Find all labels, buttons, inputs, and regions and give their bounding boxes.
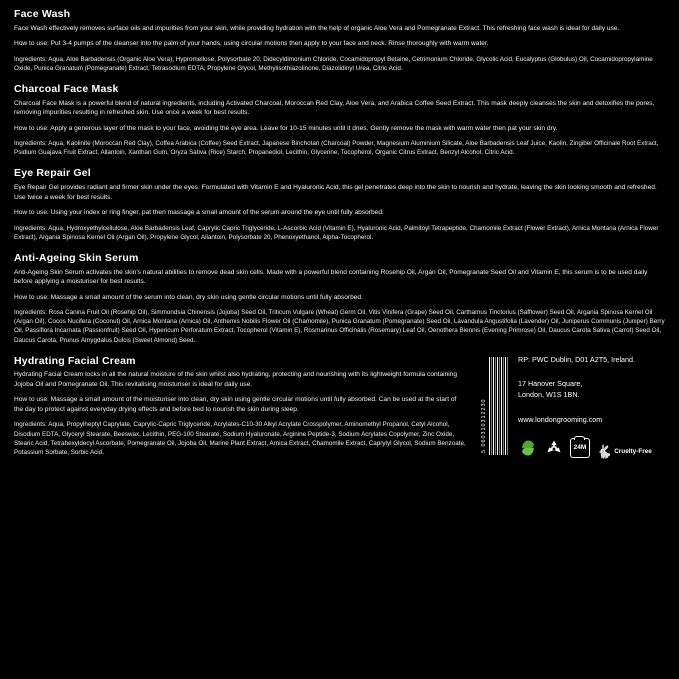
product-section-hydrating-facial-cream xyxy=(14,355,474,457)
recycle-icon xyxy=(544,438,564,458)
product-title: Eye Repair Gel xyxy=(14,167,91,180)
product-title: Charcoal Face Mask xyxy=(14,82,119,95)
product-section-charcoal-face-mask xyxy=(14,83,665,157)
product-section-face-wash xyxy=(14,8,665,73)
green-dot-icon xyxy=(518,438,538,458)
cruelty-free-label-1: Cruelty-Free xyxy=(614,447,652,455)
product-ingredients: Ingredients: Aqua, Aloe Barbadensis (Organic Aloe Vera), Hypromellose, Polysorbate 20, Didecyldimonium Chloride, Cocamidopropyl Betaine, Cetrimonium Chloride, Glycolic Acid, Eucalyptus (Globulus) Oil, Cocamidopropylamine Oxide, Punica Granatum (Pomegranate) Extract, Tetrasodium EDTA, Propylene Glycol, Methylisothiazolinone, Diazolidinyl Urea, Citric Acid. xyxy=(14,55,653,72)
product-ingredients: Ingredients: Aqua, Kaolinite (Moroccan Red Clay), Coffea Arabica (Coffee) Seed Extract, Japanese Binchotan (Charcoal) Powder, Magnesium Aluminium Silicate, Aloe Barbadensis Leaf Juice, Kaolin, Zingiber Officinale Root Extract, Psidium Guajava Fruit Extract, Allantoin, Xanthan Gum, Oryza Sativa (Rice) Starch, Propanediol, Lecithin, Glycerine, Tocopherol, Organic Citrus Extract, Benzyl Alcohol, Citric Acid. xyxy=(14,140,659,157)
product-title: Face Wash xyxy=(14,8,71,20)
address-line-1: 17 Hanover Square, xyxy=(518,379,583,389)
compliance-icon-row xyxy=(518,438,665,458)
address-line-2: London, W1S 1BN. xyxy=(518,390,580,400)
responsible-person: RP: PWC Dublin, D01 A2T5, Ireland. xyxy=(518,354,636,364)
product-how-to-use: How to use: Apply a generous layer of the mask to your face, avoiding the eye area. Leave for 10-15 minutes until it dries. Gently remove the mask with warm water then pat your skin dry. xyxy=(14,124,558,132)
product-how-to-use: How to use: Using your index or ring finger, pat then massage a small amount of the serum around the eye until fully absorbed. xyxy=(14,209,384,217)
company-info-block xyxy=(474,355,665,458)
product-ingredients: Ingredients: Rosa Canina Fruit Oil (Rosehip Oil), Simmondsia Chinensis (Jojoba) Seed Oil, Triticum Vulgare (Wheat) Germ Oil, Vitis Vinifera (Grape) Seed Oil, Carthamus Tinctorius (Safflower) Seed Oil, Argania Spinosa Kernel Oil (Argan Oil), Cocos Nucifera (Coconut) Oil, Arnica Montana (Arnica) Oil, Anthemis Nobilis Flower Oil (Chamomile), Punica Granatum (Pomegranate) Seed Oil, Lavandula Angustifolia (Lavender) Oil, Juniperus Communis (Juniper) Berry Oil, Passiflora Incarnata (Passionfruit) Seed Oil, Hypericum Perforatum Extract, Tocopherol (Vitamin E), Rosmarinus Officinalis (Rosemary) Leaf Oil, Oenothera Biennis (Evening Primrose) Oil, Daucus Carota Sativa (Carrot) Seed Oil, Daucus Carota, Prunus Amygdalus Dulcis (Sweet Almond) Seed. xyxy=(14,309,665,344)
product-ingredients: Ingredients: Aqua, Propylheptyl Caprylate, Caprylic-Capric Triglyceride, Acrylates-C10-30 Alkyl Acrylate Crosspolymer, Aminomethyl Propanol, Cetyl Alcohol, Disodium EDTA, Glyceryl Stearate, Beeswax, Lecithin, PEG-100 Stearate, Sodium Hyaluronate, Arginine Peptide-3, Sodium Acrylates Copolymer, Zinc Oxide, Stearic Acid, Tetrahexyldecyl Ascorbate, Pomegranate Oil, Jojoba Oil, Marine Plant Extract, Arnica Extract, Chamomile Extract, Caprylyl Glycol, Sodium Benzoate, Potassium Sorbate, Sorbic Acid. xyxy=(14,421,466,456)
website-url[interactable]: www.londongrooming.com xyxy=(518,415,603,425)
product-description: Hydrating Facial Cream locks in all the natural moisture of the skin whilst also hydrating, protecting and nourishing with its lightweight formula containing Jojoba Oil and Pomegranate Oil. This revitalising moisturiser is ideal for daily use. xyxy=(14,371,458,388)
product-section-anti-ageing-skin-serum xyxy=(14,252,665,345)
product-description: Face Wash effectively removes surface oils and impurities from your skin, while providing hydration with the help of organic Aloe Vera and Pomegranate Extract. This refreshing face wash is ideal for daily use. xyxy=(14,24,620,32)
product-how-to-use: How to use: Massage a small amount of the moisturiser into clean, dry skin using gentle circular motions until fully absorbed. Can be used at the start of the day to protect against everyday drying effects and before bed to nourish the skin during sleep. xyxy=(14,396,457,413)
product-description: Eye Repair Gel provides radiant and firmer skin under the eyes. Formulated with Vitamin E and Hyaluronic Acid, this gel penetrates deep into the skin to nourish and hydrate, leaving the skin looking smooth and refreshed. Use twice a week for best results. xyxy=(14,184,657,201)
barcode-number: 5 060310312230 xyxy=(481,398,487,453)
responsible-person-group xyxy=(518,355,665,366)
product-description: Anti-Ageing Skin Serum activates the skin's natural abilities to remove dead skin cells. Made with a powerful blend containing Rosehip Oil, Argan Oil, Pomegranate Seed Oil and Vitamin E, this serum is to be used daily before applying a moisturiser for best results. xyxy=(14,268,648,286)
cruelty-free-icon xyxy=(596,445,652,458)
barcode-icon xyxy=(489,357,509,455)
address-block xyxy=(510,355,665,458)
product-title: Anti-Ageing Skin Serum xyxy=(14,251,139,264)
bottom-area xyxy=(14,355,665,458)
bunny-glyph: 🐇 xyxy=(596,443,613,459)
product-title: Hydrating Facial Cream xyxy=(14,354,136,367)
company-address-group xyxy=(518,379,665,401)
period-after-opening-icon: 24M xyxy=(570,438,590,458)
product-how-to-use: How to use: Put 3-4 pumps of the cleanser into the palm of your hands, using circular motions then apply to your face and neck. Rinse thoroughly with warm water. xyxy=(14,40,489,48)
product-how-to-use: How to use: Massage a small amount of the serum into clean, dry skin using gentle circular motions until fully absorbed. xyxy=(14,293,363,301)
product-description: Charcoal Face Mask is a powerful blend of natural ingredients, including Activated Charcoal, Moroccan Red Clay, Aloe Vera, and Arabica Coffee Seed Extract. This mask deeply cleanses the skin and detoxifies the pores, removing impurities resulting in refreshed skin. Use once a week for best results. xyxy=(14,99,655,117)
product-ingredients: Ingredients: Aqua, Hydroxyethylcellulose, Aloe Barbadensis Leaf, Caprylic Capric Triglyceride, L-Ascorbic Acid (Vitamin E), Hyaluronic Acid, Palmitoyl Tetrapeptide, Chamomile Extract (Flower Extract), Arnica Montana (Arnica Flower Extract), Argania Spinosa Kernel Oil (Argan Oil), Propylene Glycol, Allantoin, Polysorbate 20, Phenoxyethanol, Alpha-Tocopherol. xyxy=(14,224,659,241)
barcode-area xyxy=(480,355,510,458)
product-section-eye-repair-gel xyxy=(14,167,665,241)
